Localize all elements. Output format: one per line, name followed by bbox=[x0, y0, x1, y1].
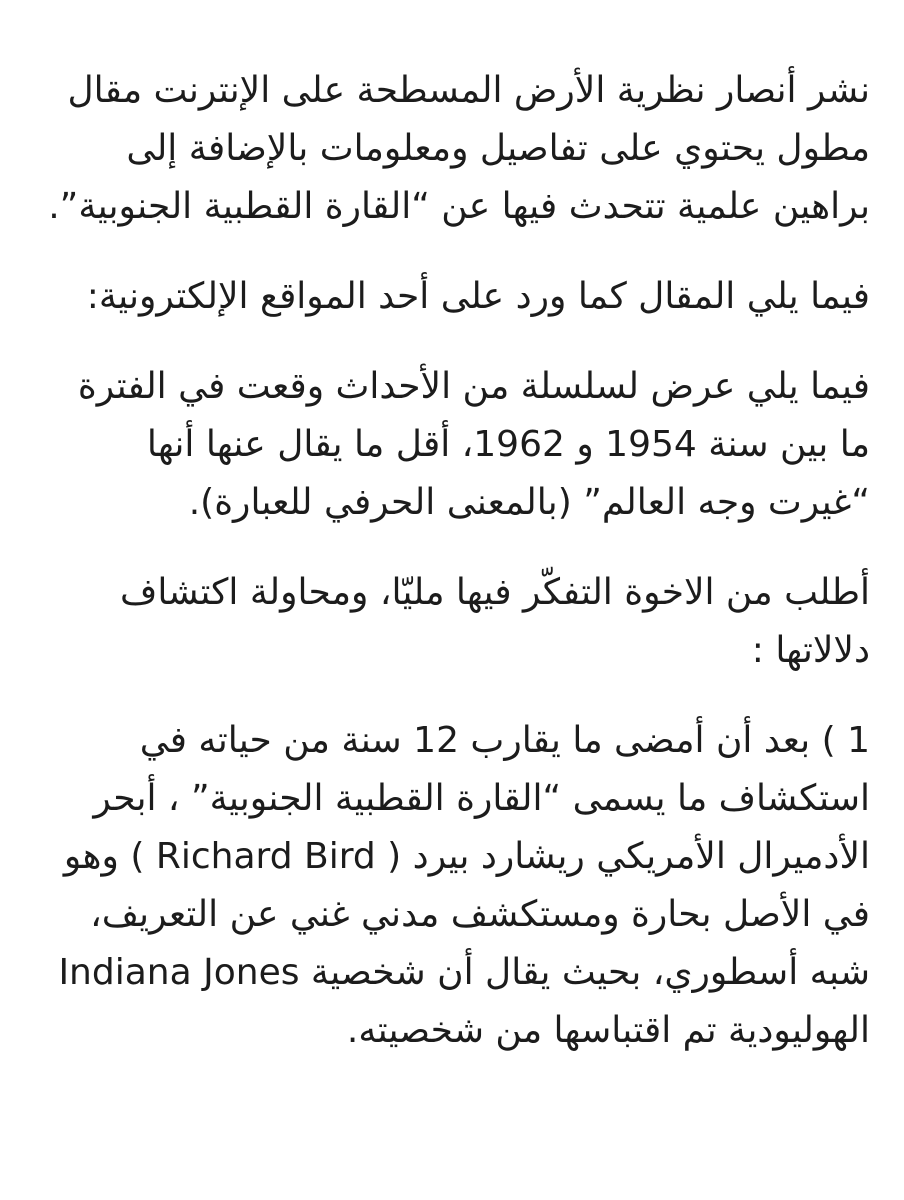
paragraph-events-summary: فيما يلي عرض لسلسلة من الأحداث وقعت في الفترة ما بين سنة 1954 و 1962، أقل ما يقال عنها أنها “غيرت وجه العالم” (بالمعنى الحرفي للعبارة). bbox=[77, 366, 870, 523]
admiral-name-latin: Richard Bird bbox=[155, 836, 376, 877]
item-1-text-part-1: 1 ) بعد أن أمضى ما يقارب 12 سنة من حياته في استكشاف ما يسمى “القارة القطبية الجنوبية” ، أبحر الأدميرال الأمريكي ريشارد بيرد ( bbox=[93, 720, 870, 877]
paragraph-lead-in: فيما يلي المقال كما ورد على أحد المواقع الإلكترونية: bbox=[86, 276, 870, 317]
paragraph-intro: نشر أنصار نظرية الأرض المسطحة على الإنترنت مقال مطول يحتوي على تفاصيل ومعلومات بالإضافة إلى براهين علمية تتحدث فيها عن “القارة القطبية الجنوبية”. bbox=[48, 70, 870, 227]
paragraph-request: أطلب من الاخوة التفكّر فيها مليّا، ومحاولة اكتشاف دلالاتها : bbox=[120, 572, 870, 671]
article-body bbox=[38, 62, 870, 1092]
item-1-text-part-2: ) وهو في الأصل بحارة ومستكشف مدني غني عن التعريف، شبه أسطوري، بحيث يقال أن شخصية bbox=[63, 836, 870, 993]
item-1-text-part-3: الهوليودية تم اقتباسها من شخصيته. bbox=[346, 1010, 870, 1051]
paragraph-item-1 bbox=[38, 712, 870, 1060]
film-character-latin: Indiana Jones bbox=[58, 952, 300, 993]
